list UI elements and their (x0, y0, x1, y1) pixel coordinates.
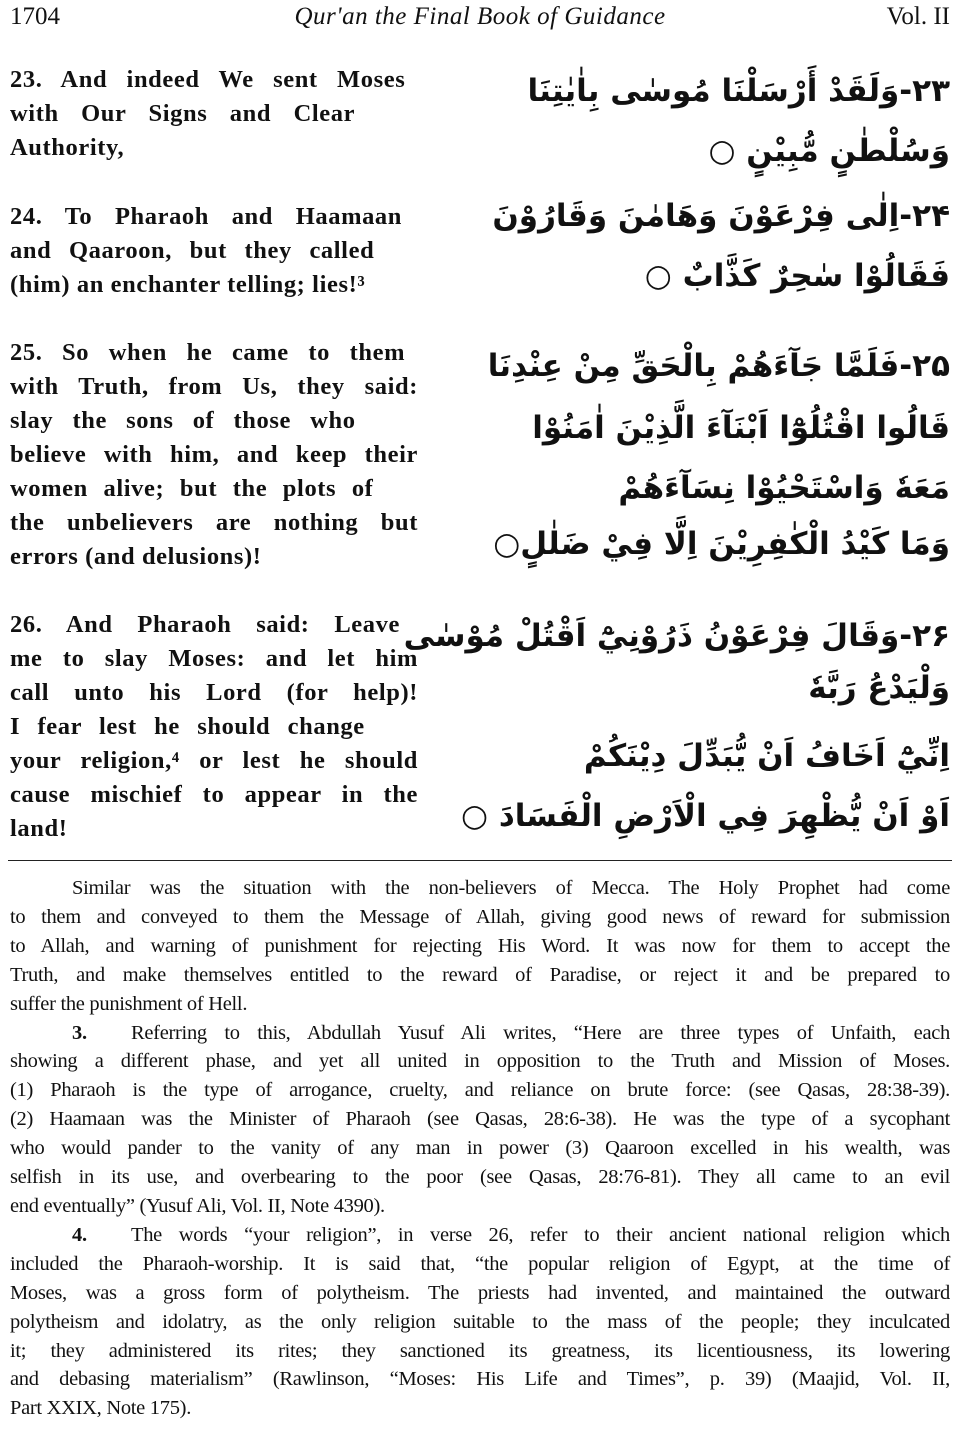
footnote-text: to Allah, and warning of punishment for rejecting His Word. It was now for them to accept the (10, 934, 950, 957)
footnote-line (10, 1308, 950, 1337)
volume-label: Vol. II (886, 3, 950, 30)
footnotes (10, 874, 950, 1423)
translation-line: 24. To Pharaoh and Haamaan (10, 203, 403, 230)
footnote-line (10, 1279, 950, 1308)
translation-line: the unbelievers are nothing but (10, 509, 418, 536)
footnote-text: suffer the punishment of Hell. (10, 992, 248, 1015)
arabic-line: قَالُوا اقْتُلُوْٓا اَبْنَآءَ الَّذِيْنَ اٰمَنُوْا (532, 410, 950, 446)
translation-line: with Truth, from Us, they said: (10, 373, 418, 400)
footnote-line (10, 1250, 950, 1279)
footnote-line (10, 990, 950, 1019)
translation-line: me to slay Moses: and let him (10, 645, 418, 672)
translation-line: with Our Signs and Clear (10, 100, 356, 127)
footnote-number: 4. (72, 1223, 87, 1246)
arabic-line: وَسُلْطٰنٍ مُّبِيْنٍ ○ (708, 133, 950, 169)
footnote-line (10, 1134, 950, 1163)
footnote-text: who would pander to the vanity of any man in power (3) Qaaroon excelled in his wealth, was (10, 1137, 950, 1160)
arabic-line: ۲۶-وَقَالَ فِرْعَوْنُ ذَرُوْنِيْٓ اَقْتُلْ مُوْسٰى (403, 618, 950, 654)
verse-translation (10, 608, 418, 846)
footnote-text: to them and conveyed to them the Message of Allah, giving good news of reward for submission (10, 905, 950, 928)
footnote-line (10, 1365, 950, 1394)
footnote-text: it; they administered its rites; they sanctioned its greatness, its licentiousness, its lowering (10, 1339, 950, 1362)
verse-translation (10, 63, 418, 165)
page-header (0, 0, 960, 36)
arabic-line: اِنِّيْٓ اَخَافُ اَنْ يُّبَدِّلَ دِيْنَكُمْ (583, 738, 950, 774)
footnote-line (10, 1394, 950, 1423)
translation-line: 23. And indeed We sent Moses (10, 66, 406, 93)
footnote-line (10, 1105, 950, 1134)
footnote-line (10, 1337, 950, 1366)
footnote-line (10, 932, 950, 961)
translation-line: land! (10, 815, 68, 842)
footnote-text: Part XXIX, Note 175). (10, 1397, 192, 1420)
translation-line: 26. And Pharaoh said: Leave (10, 611, 400, 638)
arabic-line: وَمَا كَيْدُ الْكٰفِرِيْنَ اِلَّا فِيْ ضَلٰلٍ○ (493, 526, 950, 562)
translation-line: and Qaaroon, but they called (10, 237, 375, 264)
translation-line: women alive; but the plots of (10, 475, 374, 502)
translation-line: I fear lest he should change (10, 713, 365, 740)
footnote-text: Similar was the situation with the non-believers of Mecca. The Holy Prophet had come (72, 877, 950, 899)
footnote-text: selfish in its use, and overbearing to the poor (see Qasas, 28:76-81). They all came to an evil (10, 1166, 950, 1189)
page-number: 1704 (10, 3, 60, 30)
footnote-text: Truth, and make themselves entitled to the reward of Paradise, or reject it and be prepared to (10, 963, 950, 986)
footnote-text: included the Pharaoh-worship. It is said that, “the popular religion of Egypt, at the time of (10, 1252, 950, 1275)
footnote-line (10, 1076, 950, 1105)
footnote-line (10, 874, 950, 903)
footnote-text: Referring to this, Abdullah Yusuf Ali writes, “Here are three types of Unfaith, each (131, 1021, 950, 1044)
footnote-line (10, 1163, 950, 1192)
translation-line: believe with him, and keep their (10, 441, 418, 468)
footnote-text: end eventually” (Yusuf Ali, Vol. II, Note 4390). (10, 1194, 385, 1217)
footnote-number: 3. (72, 1021, 87, 1044)
translation-line: Authority, (10, 134, 125, 161)
footnote-line (10, 903, 950, 932)
footnote-line (10, 1047, 950, 1076)
book-title: Qur'an the Final Book of Guidance (294, 3, 666, 30)
footnote-text: (1) Pharaoh is the type of arrogance, cruelty, and reliance on brute force: (see Qasas, 28:38-39). (10, 1079, 950, 1102)
footnote-text: Moses, was a gross form of polytheism. The priests had invented, and maintained the outward (10, 1281, 950, 1304)
translation-line: slay the sons of those who (10, 407, 356, 434)
verse-translation (10, 336, 418, 574)
footnote-line (10, 1192, 950, 1221)
translation-line: your religion,⁴ or lest he should (10, 747, 418, 774)
arabic-line: وَلْيَدْعُ رَبَّهٗ (808, 670, 950, 706)
verse-translation (10, 200, 418, 302)
translation-line: errors (and delusions)! (10, 543, 262, 570)
footnote-text: polytheism and idolatry, as the only religion suitable to the mass of the people; they inculcated (10, 1310, 950, 1333)
translation-line: 25. So when he came to them (10, 339, 406, 366)
divider (8, 860, 952, 861)
footnote-text: and debasing materialism” (Rawlinson, “Moses: His Life and Times”, p. 39) (Maajid, Vol. II, (10, 1368, 950, 1391)
footnote-text: showing a different phase, and yet all united in opposition to the Truth and Mission of Moses. (10, 1050, 950, 1073)
arabic-line: ۲۵-فَلَمَّا جَآءَهُمْ بِالْحَقِّ مِنْ عِنْدِنَا (487, 348, 950, 384)
arabic-line: ۲۴-اِلٰى فِرْعَوْنَ وَهَامٰنَ وَقَارُوْنَ (492, 198, 950, 234)
arabic-line: فَقَالُوْا سٰحِرٌ كَذَّابٌ ○ (644, 258, 950, 294)
footnote-line (10, 961, 950, 990)
footnote-text: The words “your religion”, in verse 26, refer to their ancient national religion which (131, 1223, 950, 1246)
arabic-line: اَوْ اَنْ يُّظْهِرَ فِي الْاَرْضِ الْفَسَادَ ○ (461, 798, 950, 834)
translation-line: call unto his Lord (for help)! (10, 679, 418, 706)
footnote-line (10, 1019, 950, 1048)
translation-line: (him) an enchanter telling; lies!³ (10, 271, 366, 298)
arabic-line: مَعَهٗ وَاسْتَحْيُوْا نِسَآءَهُمْ (618, 470, 950, 506)
arabic-line: ۲۳-وَلَقَدْ أَرْسَلْنَا مُوسٰى بِاٰيٰتِنَا (527, 73, 950, 109)
footnote-line (10, 1221, 950, 1250)
translation-line: cause mischief to appear in the (10, 781, 418, 808)
footnote-text: (2) Haamaan was the Minister of Pharaoh (see Qasas, 28:6-38). He was the type of a sycophant (10, 1108, 950, 1131)
